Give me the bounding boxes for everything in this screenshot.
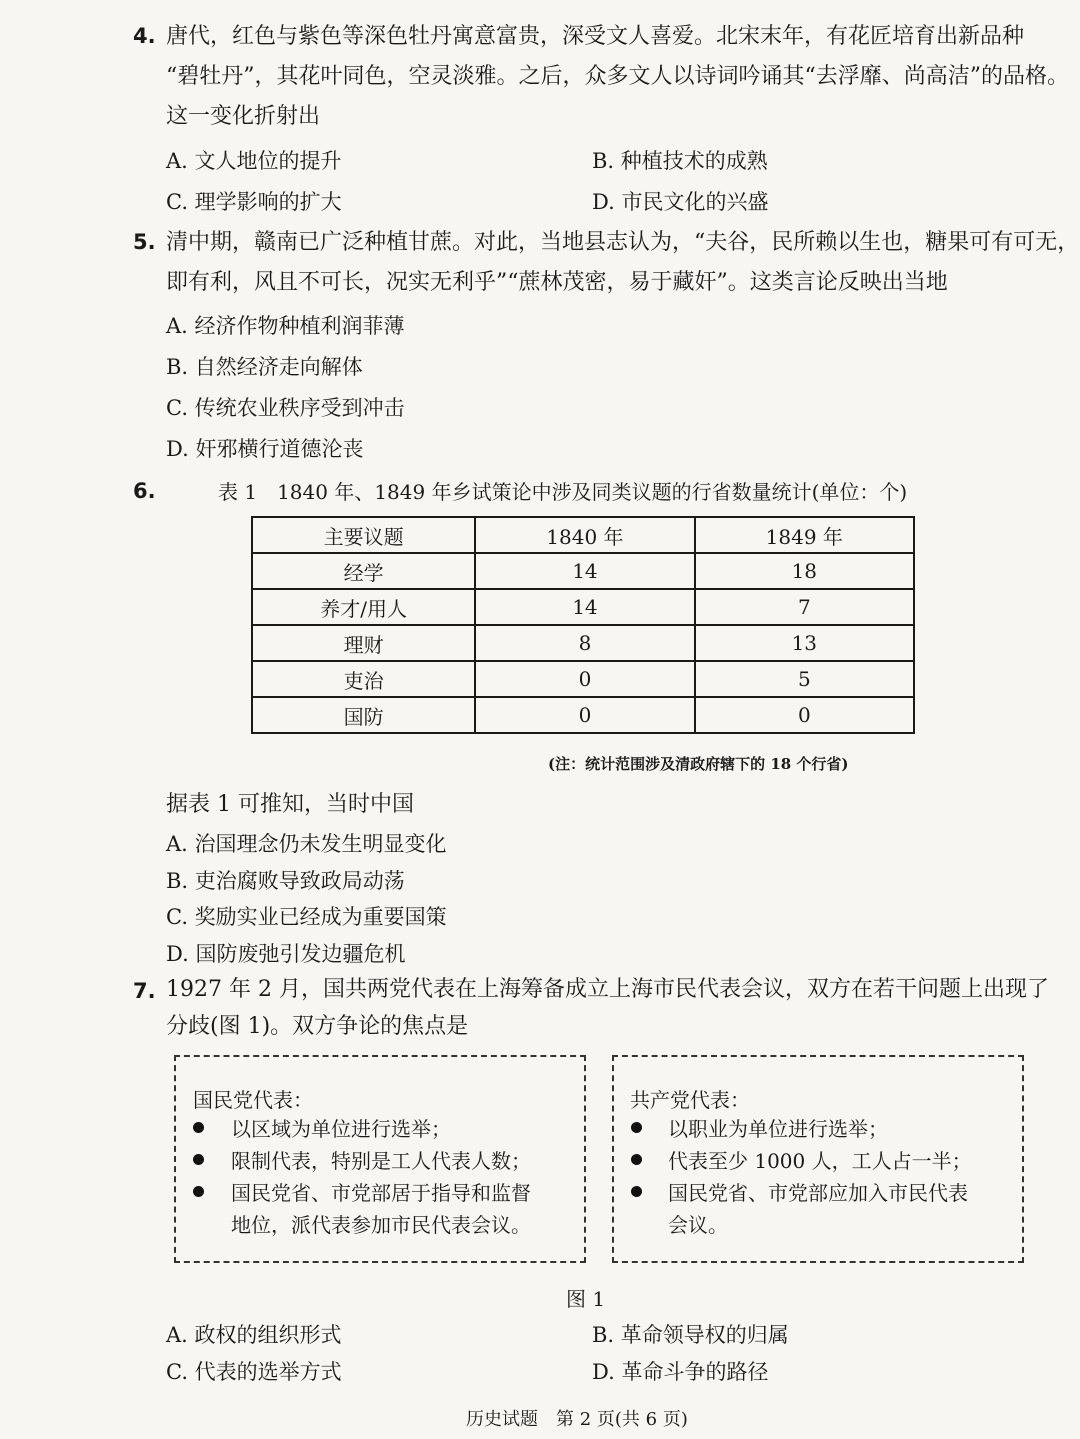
table-cell: 14 [475, 553, 694, 589]
table-cell: 国防 [252, 697, 475, 733]
q7-stem-line2: 分歧(图 1)。双方争论的焦点是 [166, 1014, 469, 1039]
page-footer: 历史试题 第 2 页(共 6 页) [466, 1409, 688, 1430]
kmt-bullet-3b: 地位，派代表参加市民代表会议。 [231, 1213, 531, 1237]
q4-option-c[interactable]: C. 理学影响的扩大 [166, 190, 342, 214]
table-cell: 0 [475, 697, 694, 733]
q6-option-b[interactable]: B. 吏治腐败导致政局动荡 [166, 869, 405, 893]
q5-option-a[interactable]: A. 经济作物种植利润菲薄 [166, 314, 405, 338]
kmt-bullet-2: 限制代表，特别是工人代表人数； [231, 1149, 531, 1173]
figure-label: 图 1 [566, 1287, 606, 1311]
q7-stem-line1: 1927 年 2 月，国共两党代表在上海筹备成立上海市民代表会议，双方在若干问题上出现了 [166, 977, 1049, 1002]
table-cell: 吏治 [252, 661, 475, 697]
bullet-icon [631, 1186, 642, 1197]
q4-option-a[interactable]: A. 文人地位的提升 [166, 149, 342, 173]
ccp-bullet-3b: 会议。 [668, 1213, 728, 1237]
statistics-table [251, 516, 915, 734]
q7-option-b[interactable]: B. 革命领导权的归属 [592, 1323, 789, 1347]
table-row [252, 661, 914, 697]
table-cell: 18 [695, 553, 914, 589]
table-row [252, 553, 914, 589]
q5-option-b[interactable]: B. 自然经济走向解体 [166, 355, 363, 379]
ccp-bullet-2: 代表至少 1000 人，工人占一半； [668, 1149, 972, 1173]
kmt-bullet-3a: 国民党省、市党部居于指导和监督 [231, 1181, 531, 1205]
table-row [252, 625, 914, 661]
table-header-row [252, 517, 914, 553]
table-header-cell: 1849 年 [695, 517, 914, 553]
q6-number: 6. [133, 479, 156, 503]
kmt-bullet-1: 以区域为单位进行选举； [231, 1117, 451, 1141]
table-cell: 7 [695, 589, 914, 625]
table-cell: 14 [475, 589, 694, 625]
table-cell: 理财 [252, 625, 475, 661]
table-cell: 8 [475, 625, 694, 661]
q6-option-c[interactable]: C. 奖励实业已经成为重要国策 [166, 905, 447, 929]
table-caption: 表 1 1840 年、1849 年乡试策论中涉及同类议题的行省数量统计(单位：个) [218, 480, 908, 504]
q7-option-d[interactable]: D. 革命斗争的路径 [592, 1360, 769, 1384]
table-cell: 5 [695, 661, 914, 697]
table-header-cell: 主要议题 [252, 517, 475, 553]
ccp-bullet-1: 以职业为单位进行选举； [668, 1117, 888, 1141]
table-row [252, 697, 914, 733]
bullet-icon [193, 1122, 204, 1133]
table-cell: 经学 [252, 553, 475, 589]
q4-stem-line1: 唐代，红色与紫色等深色牡丹寓意富贵，深受文人喜爱。北宋末年，有花匠培育出新品种 [166, 24, 1025, 49]
q5-option-d[interactable]: D. 奸邪横行道德沦丧 [166, 437, 364, 461]
table-note: (注：统计范围涉及清政府辖下的 18 个行省) [548, 755, 849, 773]
table-cell: 0 [695, 697, 914, 733]
ccp-bullet-3a: 国民党省、市党部应加入市民代表 [668, 1181, 968, 1205]
q4-option-d[interactable]: D. 市民文化的兴盛 [592, 190, 769, 214]
bullet-icon [193, 1154, 204, 1165]
table-cell: 0 [475, 661, 694, 697]
ccp-box-title: 共产党代表： [630, 1088, 750, 1112]
q5-number: 5. [133, 230, 156, 254]
q5-option-c[interactable]: C. 传统农业秩序受到冲击 [166, 396, 405, 420]
table-cell: 13 [695, 625, 914, 661]
q6-option-a[interactable]: A. 治国理念仍未发生明显变化 [166, 832, 447, 856]
table-row [252, 589, 914, 625]
bullet-icon [193, 1186, 204, 1197]
kmt-box-title: 国民党代表： [193, 1088, 313, 1112]
table-cell: 养才/用人 [252, 589, 475, 625]
table-header-cell: 1840 年 [475, 517, 694, 553]
q4-stem-line2: “碧牡丹”，其花叶同色，空灵淡雅。之后，众多文人以诗词吟诵其“去浮靡、尚高洁”的品格。 [166, 64, 1069, 89]
q4-option-b[interactable]: B. 种植技术的成熟 [592, 149, 768, 173]
q4-number: 4. [133, 24, 156, 48]
q6-option-d[interactable]: D. 国防废弛引发边疆危机 [166, 942, 406, 966]
q7-number: 7. [133, 979, 156, 1003]
q4-stem-line3: 这一变化折射出 [166, 104, 321, 129]
q6-stem: 据表 1 可推知，当时中国 [166, 792, 414, 817]
q7-option-a[interactable]: A. 政权的组织形式 [166, 1323, 342, 1347]
q7-option-c[interactable]: C. 代表的选举方式 [166, 1360, 342, 1384]
q5-stem-line2: 即有利，风且不可长，况实无利乎”“蔗林茂密，易于藏奸”。这类言论反映出当地 [166, 270, 948, 295]
q5-stem-line1: 清中期，赣南已广泛种植甘蔗。对此，当地县志认为，“夫谷，民所赖以生也，糖果可有可无， [166, 230, 1080, 255]
bullet-icon [631, 1154, 642, 1165]
bullet-icon [631, 1122, 642, 1133]
